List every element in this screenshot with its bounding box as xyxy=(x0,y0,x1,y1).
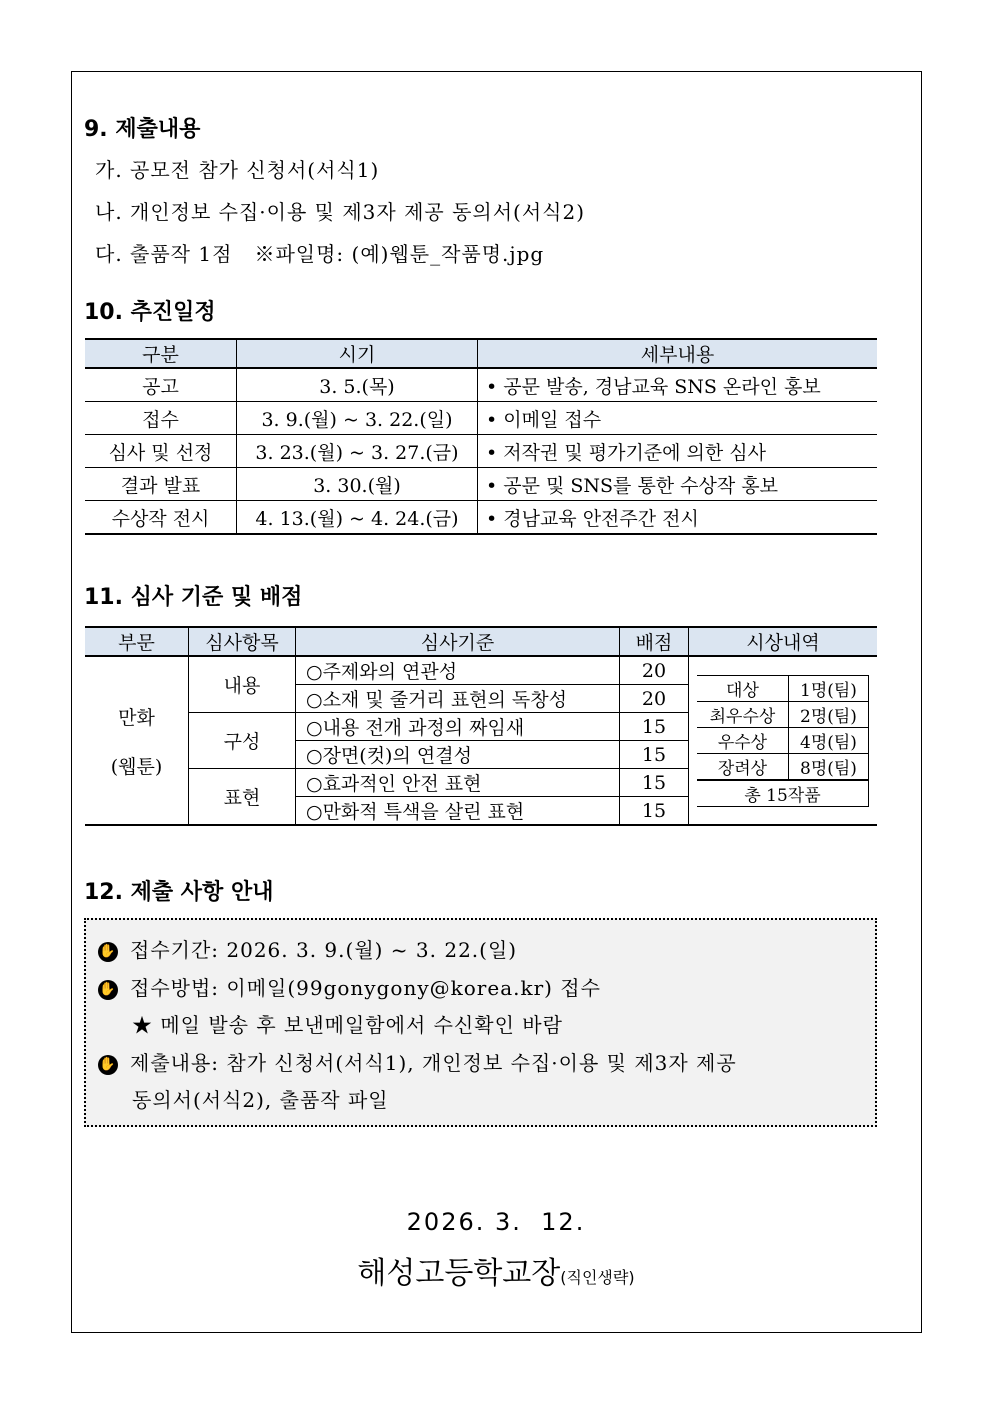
table-row xyxy=(85,435,877,468)
notice-line: ★ 메일 발송 후 보낸메일함에서 수신확인 바람 xyxy=(132,1013,563,1037)
score: 15 xyxy=(620,769,689,797)
judging-table xyxy=(85,626,877,826)
group-cell: 표현 xyxy=(189,769,296,826)
awards-cell xyxy=(689,656,878,825)
category-label: 만화 xyxy=(118,706,155,729)
award-total: 총 15작품 xyxy=(697,780,869,807)
cell: 4. 13.(월) ~ 4. 24.(금) xyxy=(237,501,478,535)
col-header: 심사항목 xyxy=(189,627,296,656)
notice-line: 접수기간: 2026. 3. 9.(월) ~ 3. 22.(일) xyxy=(130,938,518,962)
schedule-table xyxy=(85,338,877,535)
category-cell xyxy=(85,656,189,825)
s9-item: 나. 개인정보 수집·이용 및 제3자 제공 동의서(서식2) xyxy=(95,200,585,224)
award-count: 4명(팀) xyxy=(788,727,868,753)
notice-line: 동의서(서식2), 출품작 파일 xyxy=(132,1088,389,1112)
cell: 3. 30.(월) xyxy=(237,468,478,501)
score: 20 xyxy=(620,685,689,713)
section-9-title: 9. 제출내용 xyxy=(84,117,201,142)
award-name: 대상 xyxy=(697,675,788,701)
criterion: ○소재 및 줄거리 표현의 독창성 xyxy=(296,685,620,713)
awards-table xyxy=(697,675,869,807)
score: 15 xyxy=(620,797,689,826)
notice-line: 제출내용: 참가 신청서(서식1), 개인정보 수집·이용 및 제3자 제공 xyxy=(130,1051,737,1075)
hand-bullet-icon: ✋ xyxy=(98,1055,118,1075)
table-row xyxy=(85,402,877,435)
document-date: 2026. 3. 12. xyxy=(406,1208,586,1236)
col-header: 구분 xyxy=(85,339,237,368)
col-header: 배점 xyxy=(620,627,689,656)
score: 15 xyxy=(620,713,689,741)
group-cell: 내용 xyxy=(189,656,296,713)
cell: 3. 23.(월) ~ 3. 27.(금) xyxy=(237,435,478,468)
group-cell: 구성 xyxy=(189,713,296,769)
category-label: (웹툰) xyxy=(110,755,163,778)
award-name: 우수상 xyxy=(697,727,788,753)
section-12-title: 12. 제출 사항 안내 xyxy=(84,880,274,905)
col-header: 세부내용 xyxy=(478,339,878,368)
criterion: ○만화적 특색을 살린 표현 xyxy=(296,797,620,826)
seal-note: (직인생략) xyxy=(560,1268,635,1287)
section-10-title: 10. 추진일정 xyxy=(84,300,216,325)
cell: 접수 xyxy=(85,402,237,435)
s9-item: 가. 공모전 참가 신청서(서식1) xyxy=(95,158,380,182)
cell: 결과 발표 xyxy=(85,468,237,501)
col-header: 시기 xyxy=(237,339,478,368)
cell: 3. 9.(월) ~ 3. 22.(일) xyxy=(237,402,478,435)
cell: • 공문 및 SNS를 통한 수상작 홍보 xyxy=(478,468,878,501)
award-name: 최우수상 xyxy=(697,701,788,727)
score: 20 xyxy=(620,656,689,685)
notice-line: 접수방법: 이메일(99gonygony@korea.kr) 접수 xyxy=(130,976,601,1000)
section-11-title: 11. 심사 기준 및 배점 xyxy=(84,585,303,610)
score: 15 xyxy=(620,741,689,769)
criterion: ○장면(컷)의 연결성 xyxy=(296,741,620,769)
criterion: ○주제와의 연관성 xyxy=(296,656,620,685)
cell: • 경남교육 안전주간 전시 xyxy=(478,501,878,535)
criterion: ○효과적인 안전 표현 xyxy=(296,769,620,797)
criterion: ○내용 전개 과정의 짜임새 xyxy=(296,713,620,741)
cell: • 공문 발송, 경남교육 SNS 온라인 홍보 xyxy=(478,368,878,402)
hand-bullet-icon: ✋ xyxy=(98,942,118,962)
cell: • 이메일 접수 xyxy=(478,402,878,435)
table-row xyxy=(85,368,877,402)
table-row xyxy=(85,501,877,535)
col-header: 심사기준 xyxy=(296,627,620,656)
award-name: 장려상 xyxy=(697,753,788,780)
table-row xyxy=(85,468,877,501)
col-header: 부문 xyxy=(85,627,189,656)
s9-item: 다. 출품작 1점 ※파일명: (예)웹툰_작품명.jpg xyxy=(95,242,545,266)
hand-bullet-icon: ✋ xyxy=(98,980,118,1000)
award-count: 2명(팀) xyxy=(788,701,868,727)
cell: • 저작권 및 평가기준에 의한 심사 xyxy=(478,435,878,468)
signer-name: 해성고등학교장 xyxy=(357,1256,561,1291)
cell: 3. 5.(목) xyxy=(237,368,478,402)
signer xyxy=(0,1248,992,1292)
award-count: 8명(팀) xyxy=(788,753,868,780)
col-header: 시상내역 xyxy=(689,627,878,656)
cell: 수상작 전시 xyxy=(85,501,237,535)
submission-notice-box xyxy=(84,918,877,1127)
award-count: 1명(팀) xyxy=(788,675,868,701)
cell: 공고 xyxy=(85,368,237,402)
cell: 심사 및 선정 xyxy=(85,435,237,468)
